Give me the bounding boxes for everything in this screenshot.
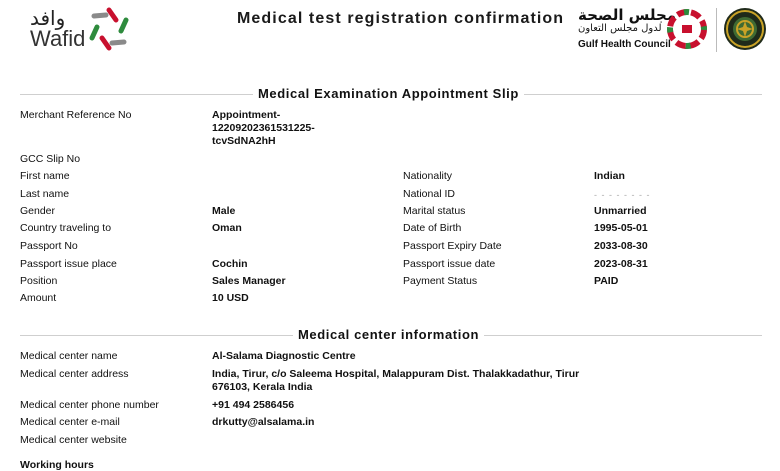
passport-issue-date-value: 2023-08-31	[594, 258, 648, 270]
center-address-label: Medical center address	[20, 368, 129, 380]
amount-label: Amount	[20, 292, 57, 304]
medical-center-section-header	[20, 328, 762, 342]
marital-status-value: Unmarried	[594, 205, 647, 217]
page-header	[0, 0, 780, 60]
country-value: Oman	[212, 222, 242, 234]
marital-status-label: Marital status	[403, 205, 466, 217]
ghc-flags-icon	[664, 6, 710, 52]
center-phone-label: Medical center phone number	[20, 399, 159, 411]
last-name-label: Last name	[20, 188, 70, 200]
wafid-logo-text: Wafid	[30, 26, 86, 51]
passport-expiry-label: Passport Expiry Date	[403, 240, 502, 252]
payment-status-label: Payment Status	[403, 275, 478, 287]
logo-divider	[716, 8, 717, 52]
nationality-label: Nationality	[403, 170, 453, 182]
dob-value: 1995-05-01	[594, 222, 648, 234]
gcc-emblem-icon	[722, 6, 768, 52]
appointment-slip-section-header	[20, 87, 762, 101]
ghc-arabic-subtitle: لدول مجلس التعاون	[578, 23, 662, 34]
center-address-value: India, Tirur, c/o Saleema Hospital, Malappuram Dist. Thalakkadathur, Tirur 676103, Kerala India	[212, 368, 580, 393]
page-title: Medical test registration confirmation	[237, 10, 565, 27]
passport-expiry-value: 2033-08-30	[594, 240, 648, 252]
merchant-ref-value: Appointment- 12209202361531225- tcvSdNA2hH	[212, 109, 315, 147]
passport-issue-date-label: Passport issue date	[403, 258, 496, 270]
passport-place-value: Cochin	[212, 258, 248, 270]
center-name-label: Medical center name	[20, 350, 118, 362]
national-id-label: National ID	[403, 188, 455, 200]
merchant-ref-label: Merchant Reference No	[20, 109, 132, 121]
wafid-logo	[30, 6, 140, 51]
center-email-label: Medical center e-mail	[20, 416, 120, 428]
position-value: Sales Manager	[212, 275, 286, 287]
center-name-value: Al-Salama Diagnostic Centre	[212, 350, 356, 362]
gulf-health-council-logo	[578, 6, 774, 56]
first-name-label: First name	[20, 170, 70, 182]
center-website-label: Medical center website	[20, 434, 127, 446]
center-email-value[interactable]: drkutty@alsalama.in	[212, 416, 315, 428]
wafid-logo-arabic: وافد	[30, 6, 66, 30]
amount-value: 10 USD	[212, 292, 249, 304]
working-hours-label: Working hours	[20, 459, 94, 471]
passport-place-label: Passport issue place	[20, 258, 117, 270]
country-label: Country traveling to	[20, 222, 112, 234]
wafid-star-icon	[86, 6, 132, 52]
nationality-value: Indian	[594, 170, 625, 182]
position-label: Position	[20, 275, 58, 287]
medical-center-title: Medical center information	[293, 328, 484, 342]
ghc-arabic-title: مجلس الصحة	[578, 6, 677, 24]
gender-label: Gender	[20, 205, 56, 217]
appointment-slip-title: Medical Examination Appointment Slip	[253, 87, 524, 101]
gender-value: Male	[212, 205, 236, 217]
payment-status-value: PAID	[594, 275, 619, 287]
gcc-slip-label: GCC Slip No	[20, 153, 81, 165]
national-id-masked-value: - - - - - - - -	[594, 190, 651, 200]
dob-label: Date of Birth	[403, 222, 462, 234]
center-phone-value: +91 494 2586456	[212, 399, 295, 411]
ghc-english-name: Gulf Health Council	[578, 39, 671, 50]
passport-no-label: Passport No	[20, 240, 78, 252]
